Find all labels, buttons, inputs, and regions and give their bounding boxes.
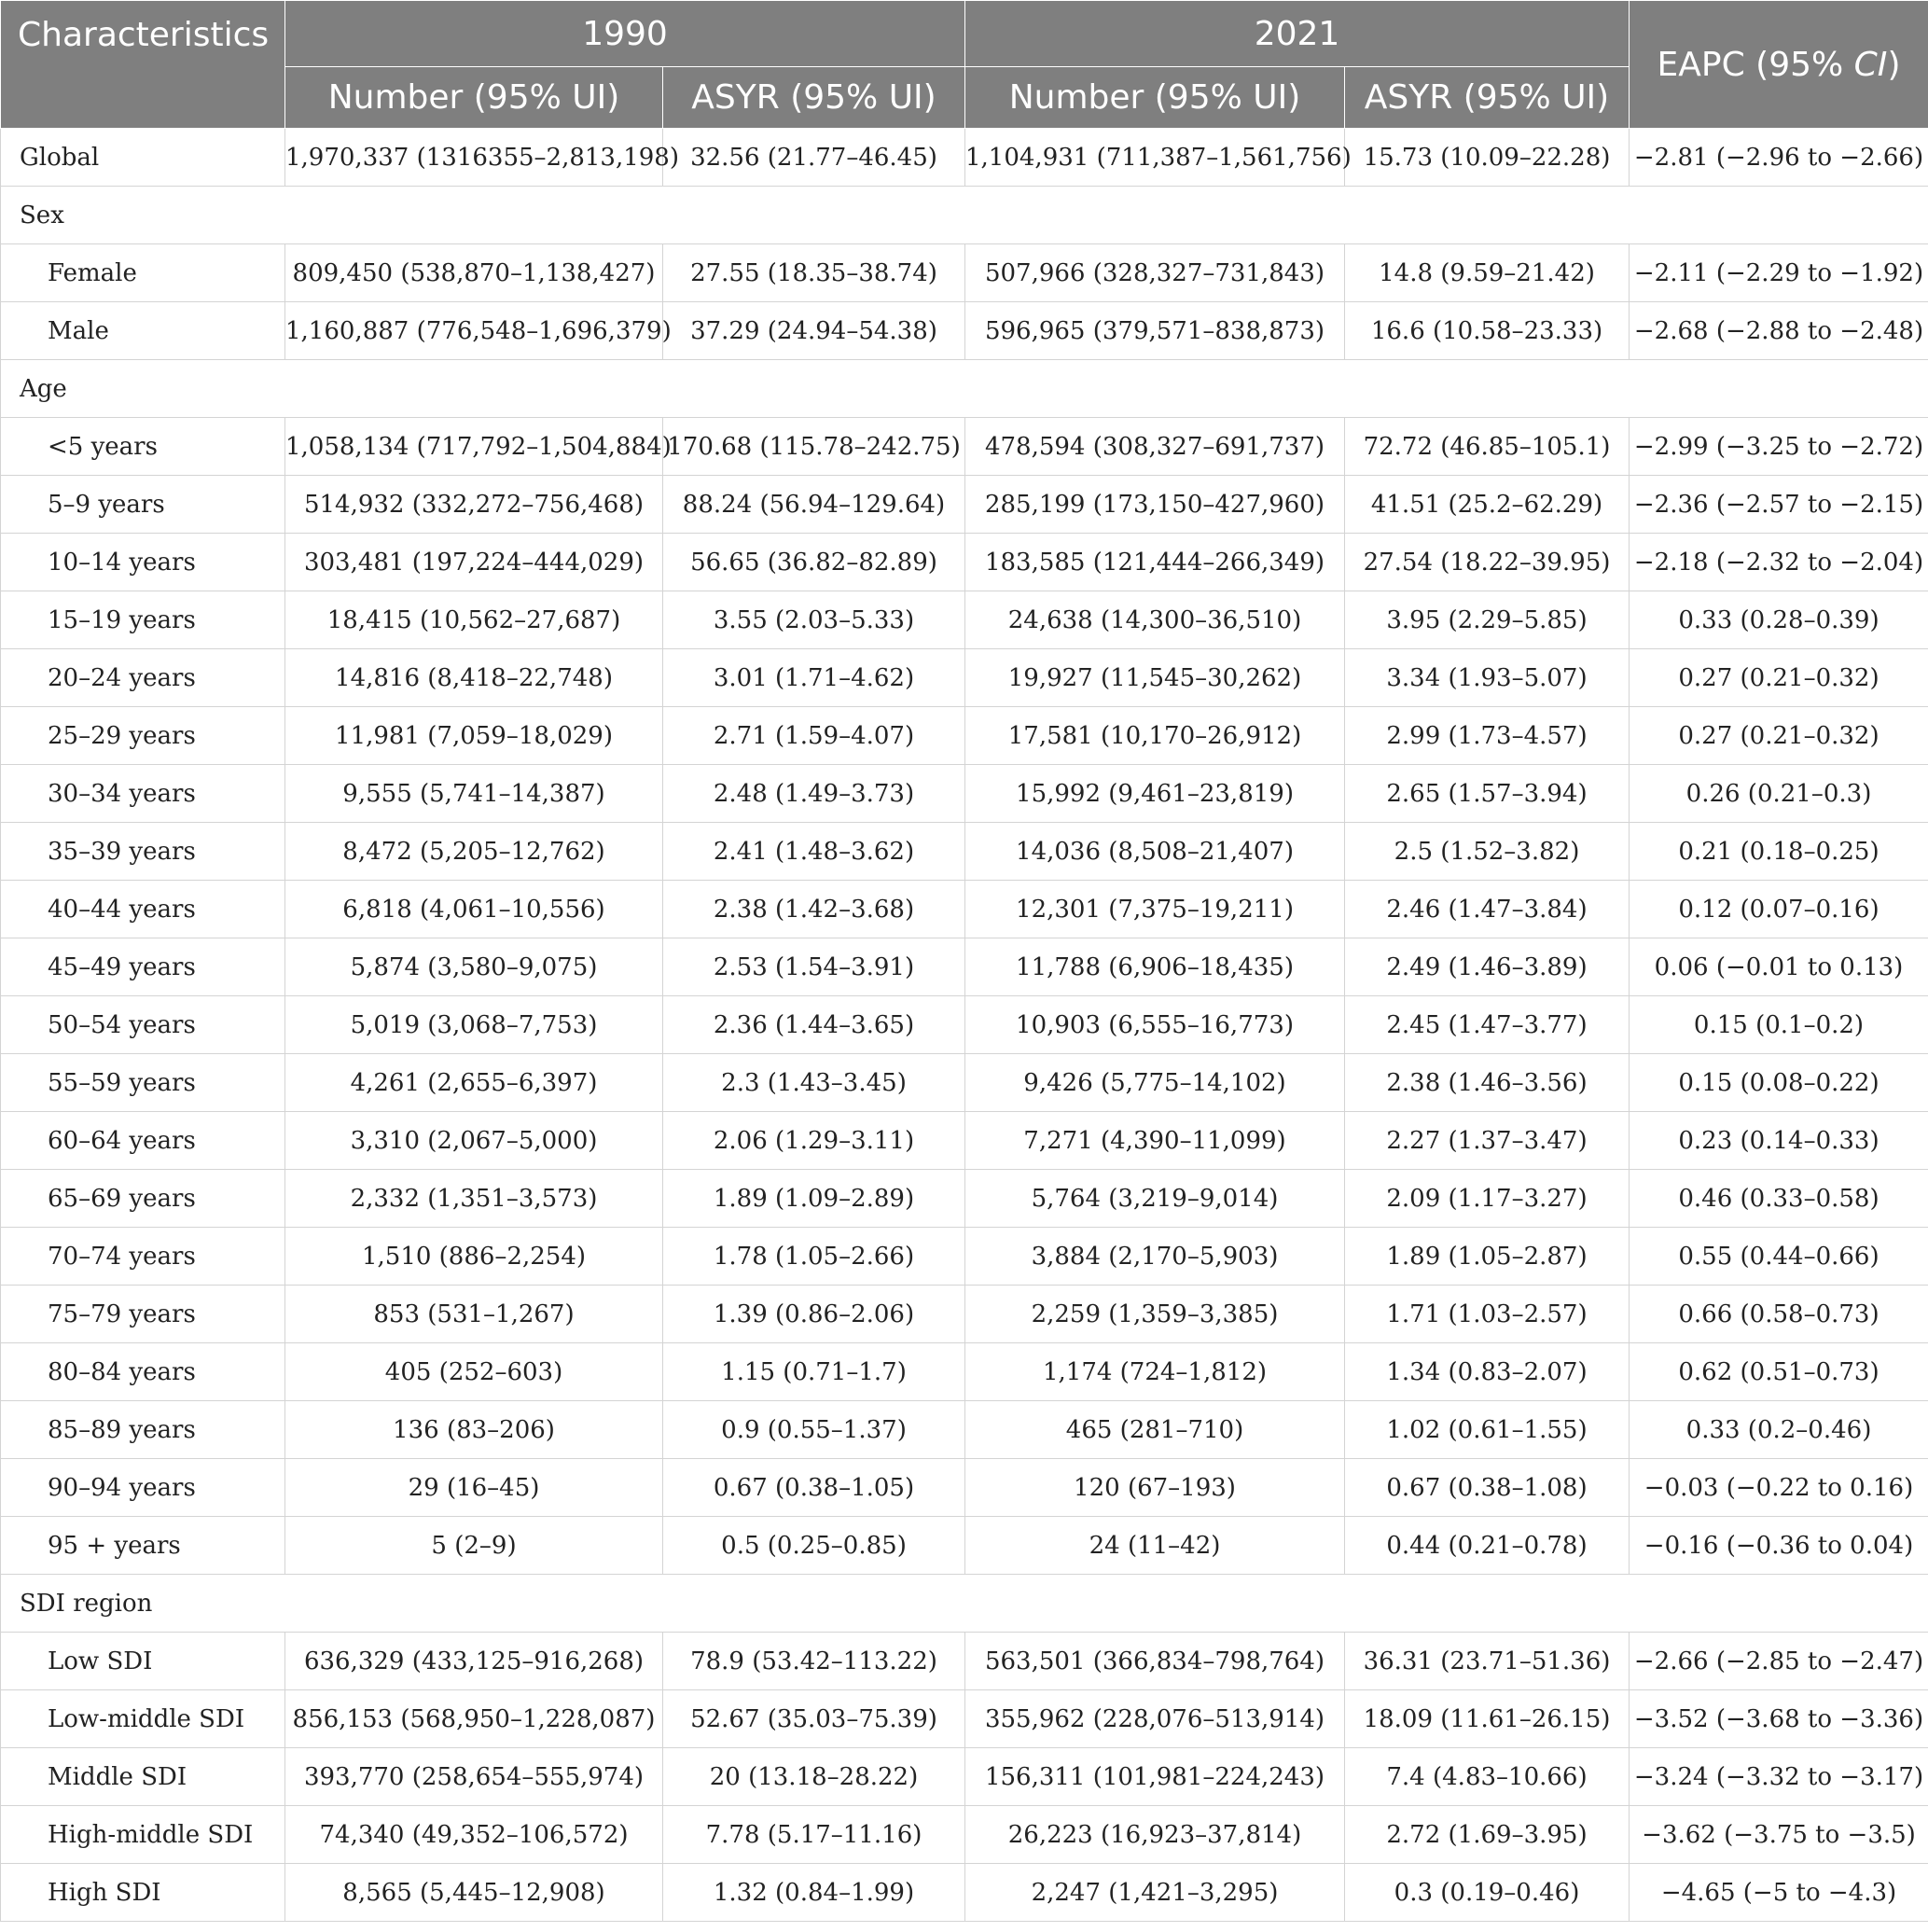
cell-number-1990: 74,340 (49,352–106,572)	[285, 1806, 663, 1864]
row-label: 95 + years	[1, 1517, 285, 1575]
cell-asyr-2021: 36.31 (23.71–51.36)	[1345, 1633, 1630, 1690]
table-header	[1, 1, 1928, 129]
table-row	[1, 1054, 1928, 1112]
cell-eapc: 0.15 (0.1–0.2)	[1630, 996, 1928, 1054]
cell-number-1990: 6,818 (4,061–10,556)	[285, 881, 663, 938]
cell-number-2021: 355,962 (228,076–513,914)	[965, 1690, 1345, 1748]
header-eapc-ci: CI	[1853, 45, 1888, 84]
cell-number-2021: 5,764 (3,219–9,014)	[965, 1170, 1345, 1228]
table-row	[1, 1806, 1928, 1864]
cell-number-2021: 15,992 (9,461–23,819)	[965, 765, 1345, 823]
cell-asyr-1990: 170.68 (115.78–242.75)	[663, 418, 965, 476]
cell-asyr-2021: 41.51 (25.2–62.29)	[1345, 476, 1630, 534]
row-label: Female	[1, 244, 285, 302]
cell-number-1990: 136 (83–206)	[285, 1401, 663, 1459]
row-label: 65–69 years	[1, 1170, 285, 1228]
cell-eapc: −3.62 (−3.75 to −3.5)	[1630, 1806, 1928, 1864]
section-label: Sex	[1, 187, 1928, 244]
cell-asyr-1990: 0.5 (0.25–0.85)	[663, 1517, 965, 1575]
cell-number-1990: 14,816 (8,418–22,748)	[285, 649, 663, 707]
cell-number-1990: 853 (531–1,267)	[285, 1286, 663, 1343]
cell-asyr-2021: 2.45 (1.47–3.77)	[1345, 996, 1630, 1054]
header-eapc	[1630, 1, 1928, 129]
cell-asyr-2021: 0.44 (0.21–0.78)	[1345, 1517, 1630, 1575]
row-label: 30–34 years	[1, 765, 285, 823]
row-label: 40–44 years	[1, 881, 285, 938]
cell-asyr-2021: 27.54 (18.22–39.95)	[1345, 534, 1630, 591]
table-row	[1, 1459, 1928, 1517]
cell-eapc: −2.68 (−2.88 to −2.48)	[1630, 302, 1928, 360]
cell-number-2021: 14,036 (8,508–21,407)	[965, 823, 1345, 881]
cell-number-1990: 393,770 (258,654–555,974)	[285, 1748, 663, 1806]
table-row	[1, 881, 1928, 938]
cell-asyr-1990: 32.56 (21.77–46.45)	[663, 129, 965, 187]
cell-asyr-1990: 37.29 (24.94–54.38)	[663, 302, 965, 360]
cell-number-1990: 29 (16–45)	[285, 1459, 663, 1517]
cell-eapc: 0.27 (0.21–0.32)	[1630, 649, 1928, 707]
table-row	[1, 1170, 1928, 1228]
cell-asyr-1990: 2.71 (1.59–4.07)	[663, 707, 965, 765]
cell-number-2021: 26,223 (16,923–37,814)	[965, 1806, 1345, 1864]
table-row	[1, 418, 1928, 476]
cell-number-1990: 1,970,337 (1316355–2,813,198)	[285, 129, 663, 187]
cell-asyr-1990: 52.67 (35.03–75.39)	[663, 1690, 965, 1748]
cell-asyr-1990: 0.9 (0.55–1.37)	[663, 1401, 965, 1459]
cell-number-1990: 4,261 (2,655–6,397)	[285, 1054, 663, 1112]
cell-number-1990: 514,932 (332,272–756,468)	[285, 476, 663, 534]
cell-eapc: −2.11 (−2.29 to −1.92)	[1630, 244, 1928, 302]
cell-asyr-2021: 1.02 (0.61–1.55)	[1345, 1401, 1630, 1459]
header-eapc-prefix: EAPC (95%	[1657, 45, 1854, 84]
cell-number-1990: 405 (252–603)	[285, 1343, 663, 1401]
row-label: 60–64 years	[1, 1112, 285, 1170]
row-label: 20–24 years	[1, 649, 285, 707]
cell-asyr-1990: 78.9 (53.42–113.22)	[663, 1633, 965, 1690]
cell-asyr-2021: 1.34 (0.83–2.07)	[1345, 1343, 1630, 1401]
cell-asyr-1990: 2.48 (1.49–3.73)	[663, 765, 965, 823]
row-label: 25–29 years	[1, 707, 285, 765]
table-row	[1, 591, 1928, 649]
cell-eapc: −2.99 (−3.25 to −2.72)	[1630, 418, 1928, 476]
cell-eapc: −0.03 (−0.22 to 0.16)	[1630, 1459, 1928, 1517]
section-label: SDI region	[1, 1575, 1928, 1633]
section-row	[1, 360, 1928, 418]
cell-asyr-1990: 20 (13.18–28.22)	[663, 1748, 965, 1806]
row-label: High SDI	[1, 1864, 285, 1922]
table-row	[1, 1748, 1928, 1806]
cell-asyr-2021: 16.6 (10.58–23.33)	[1345, 302, 1630, 360]
cell-number-2021: 12,301 (7,375–19,211)	[965, 881, 1345, 938]
cell-asyr-2021: 2.72 (1.69–3.95)	[1345, 1806, 1630, 1864]
cell-asyr-1990: 2.38 (1.42–3.68)	[663, 881, 965, 938]
section-label: Age	[1, 360, 1928, 418]
cell-number-1990: 5,874 (3,580–9,075)	[285, 938, 663, 996]
cell-number-1990: 8,565 (5,445–12,908)	[285, 1864, 663, 1922]
cell-number-1990: 2,332 (1,351–3,573)	[285, 1170, 663, 1228]
cell-asyr-1990: 56.65 (36.82–82.89)	[663, 534, 965, 591]
cell-number-2021: 2,259 (1,359–3,385)	[965, 1286, 1345, 1343]
cell-number-2021: 1,104,931 (711,387–1,561,756)	[965, 129, 1345, 187]
cell-asyr-1990: 2.53 (1.54–3.91)	[663, 938, 965, 996]
table-row	[1, 1112, 1928, 1170]
cell-asyr-2021: 2.5 (1.52–3.82)	[1345, 823, 1630, 881]
table-row	[1, 1633, 1928, 1690]
section-row	[1, 1575, 1928, 1633]
cell-number-2021: 120 (67–193)	[965, 1459, 1345, 1517]
cell-eapc: 0.23 (0.14–0.33)	[1630, 1112, 1928, 1170]
cell-number-1990: 1,160,887 (776,548–1,696,379)	[285, 302, 663, 360]
cell-asyr-2021: 2.99 (1.73–4.57)	[1345, 707, 1630, 765]
cell-number-2021: 183,585 (121,444–266,349)	[965, 534, 1345, 591]
cell-eapc: 0.46 (0.33–0.58)	[1630, 1170, 1928, 1228]
table-row	[1, 534, 1928, 591]
row-label: 45–49 years	[1, 938, 285, 996]
cell-asyr-1990: 3.01 (1.71–4.62)	[663, 649, 965, 707]
cell-asyr-2021: 2.49 (1.46–3.89)	[1345, 938, 1630, 996]
cell-asyr-1990: 1.89 (1.09–2.89)	[663, 1170, 965, 1228]
cell-asyr-2021: 1.89 (1.05–2.87)	[1345, 1228, 1630, 1286]
cell-number-2021: 596,965 (379,571–838,873)	[965, 302, 1345, 360]
row-label: 5–9 years	[1, 476, 285, 534]
cell-asyr-1990: 3.55 (2.03–5.33)	[663, 591, 965, 649]
cell-number-1990: 5 (2–9)	[285, 1517, 663, 1575]
header-year-1990: 1990	[285, 1, 965, 67]
row-label: Global	[1, 129, 285, 187]
cell-eapc: −4.65 (−5 to −4.3)	[1630, 1864, 1928, 1922]
cell-number-2021: 478,594 (308,327–691,737)	[965, 418, 1345, 476]
cell-number-1990: 1,510 (886–2,254)	[285, 1228, 663, 1286]
table-row	[1, 1401, 1928, 1459]
table-row	[1, 244, 1928, 302]
cell-asyr-2021: 2.65 (1.57–3.94)	[1345, 765, 1630, 823]
table-row	[1, 823, 1928, 881]
cell-asyr-2021: 7.4 (4.83–10.66)	[1345, 1748, 1630, 1806]
table-row	[1, 1228, 1928, 1286]
cell-eapc: 0.06 (−0.01 to 0.13)	[1630, 938, 1928, 996]
row-label: 80–84 years	[1, 1343, 285, 1401]
cell-eapc: −2.36 (−2.57 to −2.15)	[1630, 476, 1928, 534]
cell-number-2021: 10,903 (6,555–16,773)	[965, 996, 1345, 1054]
row-label: 85–89 years	[1, 1401, 285, 1459]
cell-number-2021: 507,966 (328,327–731,843)	[965, 244, 1345, 302]
cell-eapc: 0.66 (0.58–0.73)	[1630, 1286, 1928, 1343]
cell-number-1990: 5,019 (3,068–7,753)	[285, 996, 663, 1054]
cell-asyr-1990: 2.36 (1.44–3.65)	[663, 996, 965, 1054]
cell-number-2021: 24 (11–42)	[965, 1517, 1345, 1575]
row-label: 55–59 years	[1, 1054, 285, 1112]
cell-number-1990: 3,310 (2,067–5,000)	[285, 1112, 663, 1170]
cell-eapc: 0.26 (0.21–0.3)	[1630, 765, 1928, 823]
table-row	[1, 1690, 1928, 1748]
cell-number-2021: 2,247 (1,421–3,295)	[965, 1864, 1345, 1922]
header-year-2021: 2021	[965, 1, 1630, 67]
cell-asyr-2021: 3.95 (2.29–5.85)	[1345, 591, 1630, 649]
cell-eapc: −3.52 (−3.68 to −3.36)	[1630, 1690, 1928, 1748]
cell-asyr-2021: 1.71 (1.03–2.57)	[1345, 1286, 1630, 1343]
table-row	[1, 1343, 1928, 1401]
cell-eapc: 0.12 (0.07–0.16)	[1630, 881, 1928, 938]
row-label: <5 years	[1, 418, 285, 476]
row-label: 15–19 years	[1, 591, 285, 649]
cell-asyr-2021: 72.72 (46.85–105.1)	[1345, 418, 1630, 476]
cell-eapc: −3.24 (−3.32 to −3.17)	[1630, 1748, 1928, 1806]
section-row	[1, 187, 1928, 244]
row-label: Low SDI	[1, 1633, 285, 1690]
cell-eapc: 0.55 (0.44–0.66)	[1630, 1228, 1928, 1286]
cell-number-1990: 9,555 (5,741–14,387)	[285, 765, 663, 823]
row-label: 70–74 years	[1, 1228, 285, 1286]
header-asyr-2021: ASYR (95% UI)	[1345, 67, 1630, 129]
cell-eapc: 0.62 (0.51–0.73)	[1630, 1343, 1928, 1401]
cell-asyr-1990: 2.41 (1.48–3.62)	[663, 823, 965, 881]
table-row	[1, 765, 1928, 823]
table-row	[1, 996, 1928, 1054]
cell-eapc: 0.21 (0.18–0.25)	[1630, 823, 1928, 881]
cell-number-2021: 9,426 (5,775–14,102)	[965, 1054, 1345, 1112]
cell-asyr-2021: 2.46 (1.47–3.84)	[1345, 881, 1630, 938]
cell-asyr-1990: 2.06 (1.29–3.11)	[663, 1112, 965, 1170]
cell-number-2021: 24,638 (14,300–36,510)	[965, 591, 1345, 649]
cell-eapc: −2.18 (−2.32 to −2.04)	[1630, 534, 1928, 591]
cell-number-2021: 285,199 (173,150–427,960)	[965, 476, 1345, 534]
cell-eapc: −2.66 (−2.85 to −2.47)	[1630, 1633, 1928, 1690]
cell-number-1990: 11,981 (7,059–18,029)	[285, 707, 663, 765]
row-label: Low-middle SDI	[1, 1690, 285, 1748]
row-label: 50–54 years	[1, 996, 285, 1054]
row-label: 90–94 years	[1, 1459, 285, 1517]
row-label: Middle SDI	[1, 1748, 285, 1806]
header-eapc-suffix: )	[1887, 45, 1901, 84]
header-asyr-1990: ASYR (95% UI)	[663, 67, 965, 129]
table-row	[1, 938, 1928, 996]
cell-asyr-1990: 88.24 (56.94–129.64)	[663, 476, 965, 534]
cell-number-2021: 19,927 (11,545–30,262)	[965, 649, 1345, 707]
cell-number-2021: 7,271 (4,390–11,099)	[965, 1112, 1345, 1170]
row-label: High-middle SDI	[1, 1806, 285, 1864]
table-row	[1, 707, 1928, 765]
cell-number-1990: 809,450 (538,870–1,138,427)	[285, 244, 663, 302]
cell-number-2021: 156,311 (101,981–224,243)	[965, 1748, 1345, 1806]
cell-asyr-1990: 2.3 (1.43–3.45)	[663, 1054, 965, 1112]
cell-number-1990: 8,472 (5,205–12,762)	[285, 823, 663, 881]
cell-number-1990: 856,153 (568,950–1,228,087)	[285, 1690, 663, 1748]
cell-asyr-2021: 18.09 (11.61–26.15)	[1345, 1690, 1630, 1748]
cell-asyr-1990: 1.78 (1.05–2.66)	[663, 1228, 965, 1286]
row-label: 35–39 years	[1, 823, 285, 881]
table-row	[1, 1286, 1928, 1343]
cell-eapc: 0.33 (0.2–0.46)	[1630, 1401, 1928, 1459]
table-body	[1, 129, 1928, 1922]
cell-eapc: 0.33 (0.28–0.39)	[1630, 591, 1928, 649]
cell-eapc: −2.81 (−2.96 to −2.66)	[1630, 129, 1928, 187]
cell-number-1990: 1,058,134 (717,792–1,504,884)	[285, 418, 663, 476]
cell-number-2021: 1,174 (724–1,812)	[965, 1343, 1345, 1401]
cell-asyr-1990: 7.78 (5.17–11.16)	[663, 1806, 965, 1864]
cell-asyr-1990: 0.67 (0.38–1.05)	[663, 1459, 965, 1517]
cell-eapc: 0.15 (0.08–0.22)	[1630, 1054, 1928, 1112]
cell-eapc: 0.27 (0.21–0.32)	[1630, 707, 1928, 765]
cell-number-1990: 303,481 (197,224–444,029)	[285, 534, 663, 591]
cell-asyr-2021: 3.34 (1.93–5.07)	[1345, 649, 1630, 707]
cell-number-2021: 465 (281–710)	[965, 1401, 1345, 1459]
cell-asyr-2021: 2.38 (1.46–3.56)	[1345, 1054, 1630, 1112]
table-row	[1, 649, 1928, 707]
cell-asyr-1990: 1.39 (0.86–2.06)	[663, 1286, 965, 1343]
cell-number-2021: 563,501 (366,834–798,764)	[965, 1633, 1345, 1690]
header-characteristics: Characteristics	[1, 1, 285, 129]
cell-asyr-2021: 2.27 (1.37–3.47)	[1345, 1112, 1630, 1170]
cell-asyr-2021: 14.8 (9.59–21.42)	[1345, 244, 1630, 302]
header-number-2021: Number (95% UI)	[965, 67, 1345, 129]
cell-asyr-2021: 2.09 (1.17–3.27)	[1345, 1170, 1630, 1228]
cell-asyr-2021: 0.67 (0.38–1.08)	[1345, 1459, 1630, 1517]
cell-number-2021: 17,581 (10,170–26,912)	[965, 707, 1345, 765]
table-row	[1, 476, 1928, 534]
table-row	[1, 302, 1928, 360]
table-row	[1, 1517, 1928, 1575]
cell-eapc: −0.16 (−0.36 to 0.04)	[1630, 1517, 1928, 1575]
table-row	[1, 1864, 1928, 1922]
header-number-1990: Number (95% UI)	[285, 67, 663, 129]
row-label: 75–79 years	[1, 1286, 285, 1343]
cell-asyr-2021: 0.3 (0.19–0.46)	[1345, 1864, 1630, 1922]
row-label: Male	[1, 302, 285, 360]
cell-asyr-1990: 27.55 (18.35–38.74)	[663, 244, 965, 302]
cell-number-2021: 3,884 (2,170–5,903)	[965, 1228, 1345, 1286]
cell-asyr-1990: 1.32 (0.84–1.99)	[663, 1864, 965, 1922]
row-label: 10–14 years	[1, 534, 285, 591]
cell-number-2021: 11,788 (6,906–18,435)	[965, 938, 1345, 996]
cell-asyr-2021: 15.73 (10.09–22.28)	[1345, 129, 1630, 187]
cell-number-1990: 636,329 (433,125–916,268)	[285, 1633, 663, 1690]
cell-asyr-1990: 1.15 (0.71–1.7)	[663, 1343, 965, 1401]
table-row	[1, 129, 1928, 187]
cell-number-1990: 18,415 (10,562–27,687)	[285, 591, 663, 649]
